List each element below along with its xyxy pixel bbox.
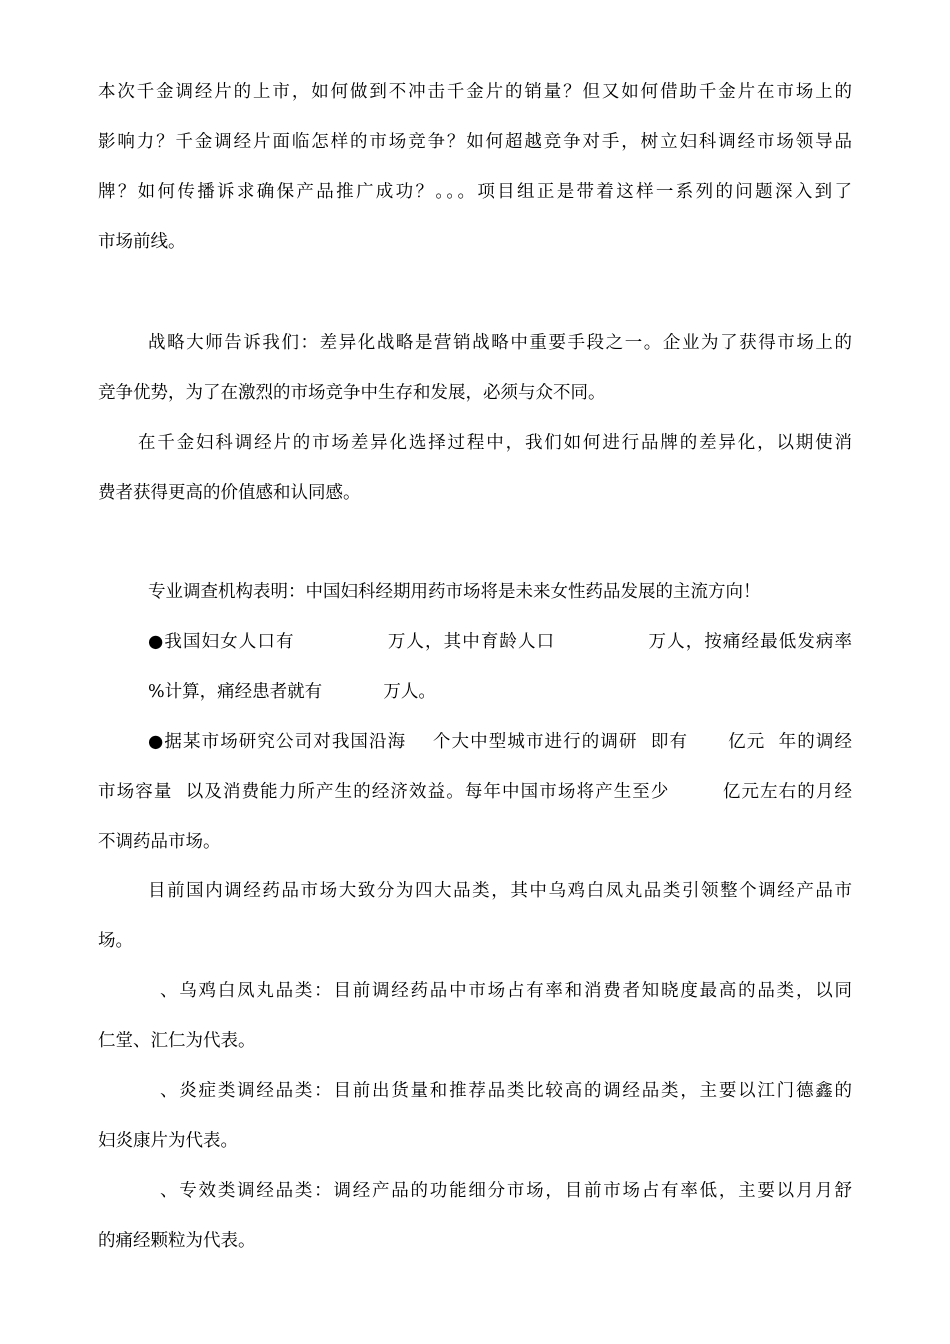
- category-1-line-1: 、乌鸡白凤丸品类：目前调经药品中市场占有率和消费者知晓度最高的品类，以同: [160, 981, 852, 1001]
- bullet-2-line-1: ●据某市场研究公司对我国沿海 个大中型城市进行的调研 即有 亿元 年的调经: [148, 732, 852, 752]
- paragraph-5-line-2: 场。: [98, 931, 133, 951]
- paragraph-2-line-2: 竞争优势，为了在激烈的市场竞争中生存和发展，必须与众不同。: [98, 383, 606, 403]
- paragraph-2-line-1: 战略大师告诉我们：差异化战略是营销战略中重要手段之一。企业为了获得市场上的: [148, 333, 852, 353]
- category-2-line-2: 妇炎康片为代表。: [98, 1131, 238, 1151]
- category-1-line-2: 仁堂、汇仁为代表。: [98, 1031, 256, 1051]
- category-2-line-1: 、炎症类调经品类：目前出货量和推荐品类比较高的调经品类，主要以江门德鑫的: [160, 1081, 852, 1101]
- paragraph-1-line-1: 本次千金调经片的上市，如何做到不冲击千金片的销量？但又如何借助千金片在市场上的: [98, 82, 852, 102]
- paragraph-1-line-2: 影响力？千金调经片面临怎样的市场竞争？如何超越竞争对手，树立妇科调经市场领导品: [98, 132, 852, 152]
- bullet-1-line-2: %计算，痛经患者就有 万人。: [148, 682, 436, 702]
- paragraph-4-line-1: 专业调查机构表明：中国妇科经期用药市场将是未来女性药品发展的主流方向！: [148, 582, 761, 602]
- paragraph-1-line-3: 牌？如何传播诉求确保产品推广成功？。。。项目组正是带着这样一系列的问题深入到了: [98, 182, 852, 202]
- category-3-line-2: 的痛经颗粒为代表。: [98, 1231, 256, 1251]
- bullet-2-line-3: 不调药品市场。: [98, 832, 221, 852]
- bullet-1-line-1: ●我国妇女人口有 万人，其中育龄人口 万人，按痛经最低发病率: [148, 632, 852, 652]
- paragraph-3-line-1: 在千金妇科调经片的市场差异化选择过程中，我们如何进行品牌的差异化，以期使消: [138, 433, 852, 453]
- bullet-2-line-2: 市场容量 以及消费能力所产生的经济效益。每年中国市场将产生至少 亿元左右的月经: [98, 782, 852, 802]
- category-3-line-1: 、专效类调经品类：调经产品的功能细分市场，目前市场占有率低，主要以月月舒: [160, 1181, 852, 1201]
- paragraph-1-line-4: 市场前线。: [98, 232, 186, 252]
- paragraph-3-line-2: 费者获得更高的价值感和认同感。: [98, 483, 361, 503]
- paragraph-5-line-1: 目前国内调经药品市场大致分为四大品类，其中乌鸡白凤丸品类引领整个调经产品市: [148, 881, 852, 901]
